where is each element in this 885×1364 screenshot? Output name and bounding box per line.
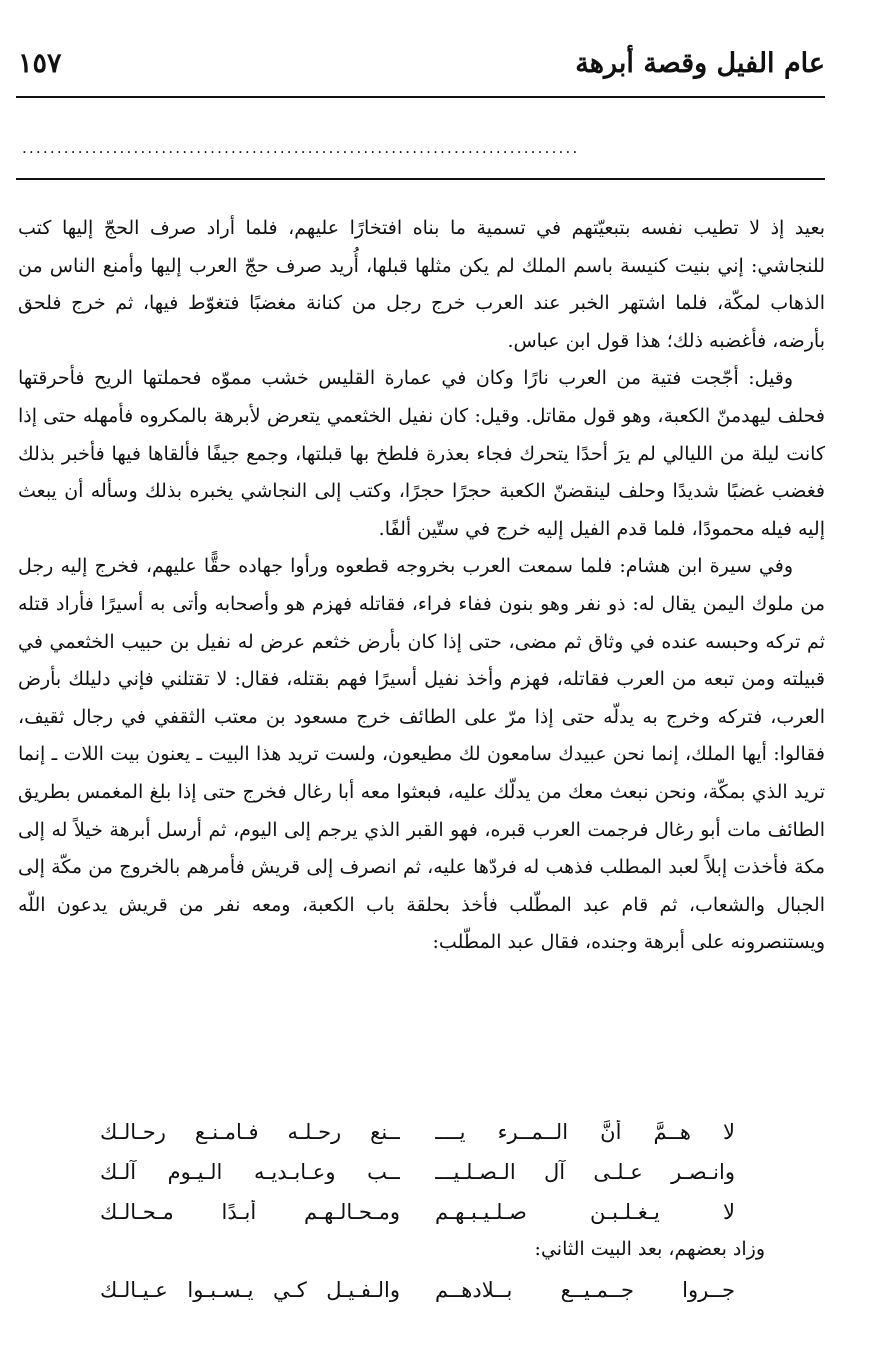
verse-3 bbox=[100, 1200, 735, 1240]
paragraph-1: بعيد إذ لا تطيب نفسه بتبعيّتهم في تسمية ما بناه افتخارًا عليهم، فلما أراد صرف الحجّ إليها كتب للنجاشي: إني بنيت كنيسة باسم الملك لم يكن مثلها قبلها، أُريد صرف حجّ العرب إليها وأمنع الناس من الذهاب لمكّة، فلما اشتهر الخبر عند العرب خرج رجل من كنانة مغضبًا فتغوّط فيها، ثم خرج فلحق بأرضه، فأغضبه ذلك؛ هذا قول ابن عباس. bbox=[18, 217, 825, 352]
verse-1-second-hemistich: ــنع رحـلـه فـامـنـع رحـالـك bbox=[100, 1120, 400, 1144]
verse-1 bbox=[100, 1120, 735, 1160]
running-title: عام الفيل وقصة أبرهة bbox=[575, 48, 825, 79]
poem-note: وزاد بعضهم، بعد البيت الثاني: bbox=[534, 1238, 765, 1260]
poem bbox=[100, 1120, 735, 1240]
extra-verse-first-hemistich: جــروا جــمـيــع بــلادهــم bbox=[435, 1278, 735, 1302]
paragraph-2: وقيل: أجّجت فتية من العرب نارًا وكان في عمارة القليس خشب مموّه فحملتها الريح فأحرقتها فحلف ليهدمنّ الكعبة، وهو قول مقاتل. وقيل: كان نفيل الخثعمي يتعرض لأبرهة بالمكروه فأمهله حتى إذا كانت ليلة من الليالي لم يرَ أحدًا يتحرك فجاء بعذرة فلطخ بها قبلتها، وجمع جيفًا فألقاها فيها فأخبر بذلك فغضب غضبًا شديدًا وحلف لينقضنّ الكعبة حجرًا حجرًا، وكتب إلى النجاشي يخبره بذلك وسأله أن يبعث إليه فيله محمودًا، فلما قدم الفيل إليه خرج في ستّين ألفًا. bbox=[18, 367, 825, 540]
verse-1-first-hemistich: لا هــمَّ أنَّ الــمــرء يــــ bbox=[435, 1120, 735, 1144]
paragraph-3: وفي سيرة ابن هشام: فلما سمعت العرب بخروجه قطعوه ورأوا جهاده حقًّا عليهم، فخرج إليه رجل من ملوك اليمن يقال له: ذو نفر وهو بنون ففاء فراء، فقاتله فهزم هو وأصحابه وأتى به أسيرًا فأراد قتله ثم تركه وحبسه عنده في وثاق ثم مضى، حتى إذا كان بأرض خثعم عرض له نفيل بن حبيب الخثعمي في قبيلته ومن تبعه من العرب فقاتله، فهزم وأخذ نفيل أسيرًا فهم بقتله، فقال: لا تقتلني فإني دليلك بأرض العرب، فتركه وخرج به يدلّه حتى إذا مرّ على الطائف خرج مسعود بن معتب الثقفي في رجال ثقيف، فقالوا: أيها الملك، إنما نحن عبيدك سامعون لك مطيعون، ولست تريد هذا البيت ـ يعنون بيت اللات ـ إنما تريد الذي بمكّة، ونحن نبعث معك من يدلّك عليه، فبعثوا معه أبا رغال فخرج حتى إذا بلغ المغمس بطريق الطائف مات أبو رغال فرجمت العرب قبره، فهو القبر الذي يرجم إلى اليوم، ثم أرسل أبرهة خيلاً له إلى مكة فأخذت إبلاً لعبد المطلب فذهب له فردّها عليه، ثم انصرف إلى قريش فأمرهم بالخروج من مكّة إلى الجبال والشعاب، ثم قام عبد المطّلب فأخذ بحلقة باب الكعبة، ومعه نفر من قريش يدعون اللّه ويستنصرونه على أبرهة وجنده، فقال عبد المطّلب: bbox=[18, 555, 825, 954]
horizontal-rule bbox=[16, 178, 825, 180]
dotted-separator: ................................................................................ bbox=[22, 139, 580, 157]
body-text bbox=[18, 210, 825, 962]
extra-poem bbox=[100, 1278, 735, 1318]
verse-3-first-hemistich: لا يـغـلـبـن صـلـيـبـهـم bbox=[435, 1200, 735, 1224]
verse-2-first-hemistich: وانـصـر عـلـى آل الـصـلـيـــ bbox=[435, 1160, 735, 1184]
extra-verse-second-hemistich: والـفـيـل كـي يـسـبـوا عـيـالـك bbox=[100, 1278, 400, 1302]
extra-verse bbox=[100, 1278, 735, 1318]
page-number: ١٥٧ bbox=[18, 48, 62, 79]
verse-2-second-hemistich: ــب وعـابـديـه الـيـوم آلـك bbox=[100, 1160, 400, 1184]
page-header bbox=[16, 40, 825, 98]
verse-2 bbox=[100, 1160, 735, 1200]
verse-3-second-hemistich: ومـحـالـهـم أبـدًا مـحـالـك bbox=[100, 1200, 400, 1224]
